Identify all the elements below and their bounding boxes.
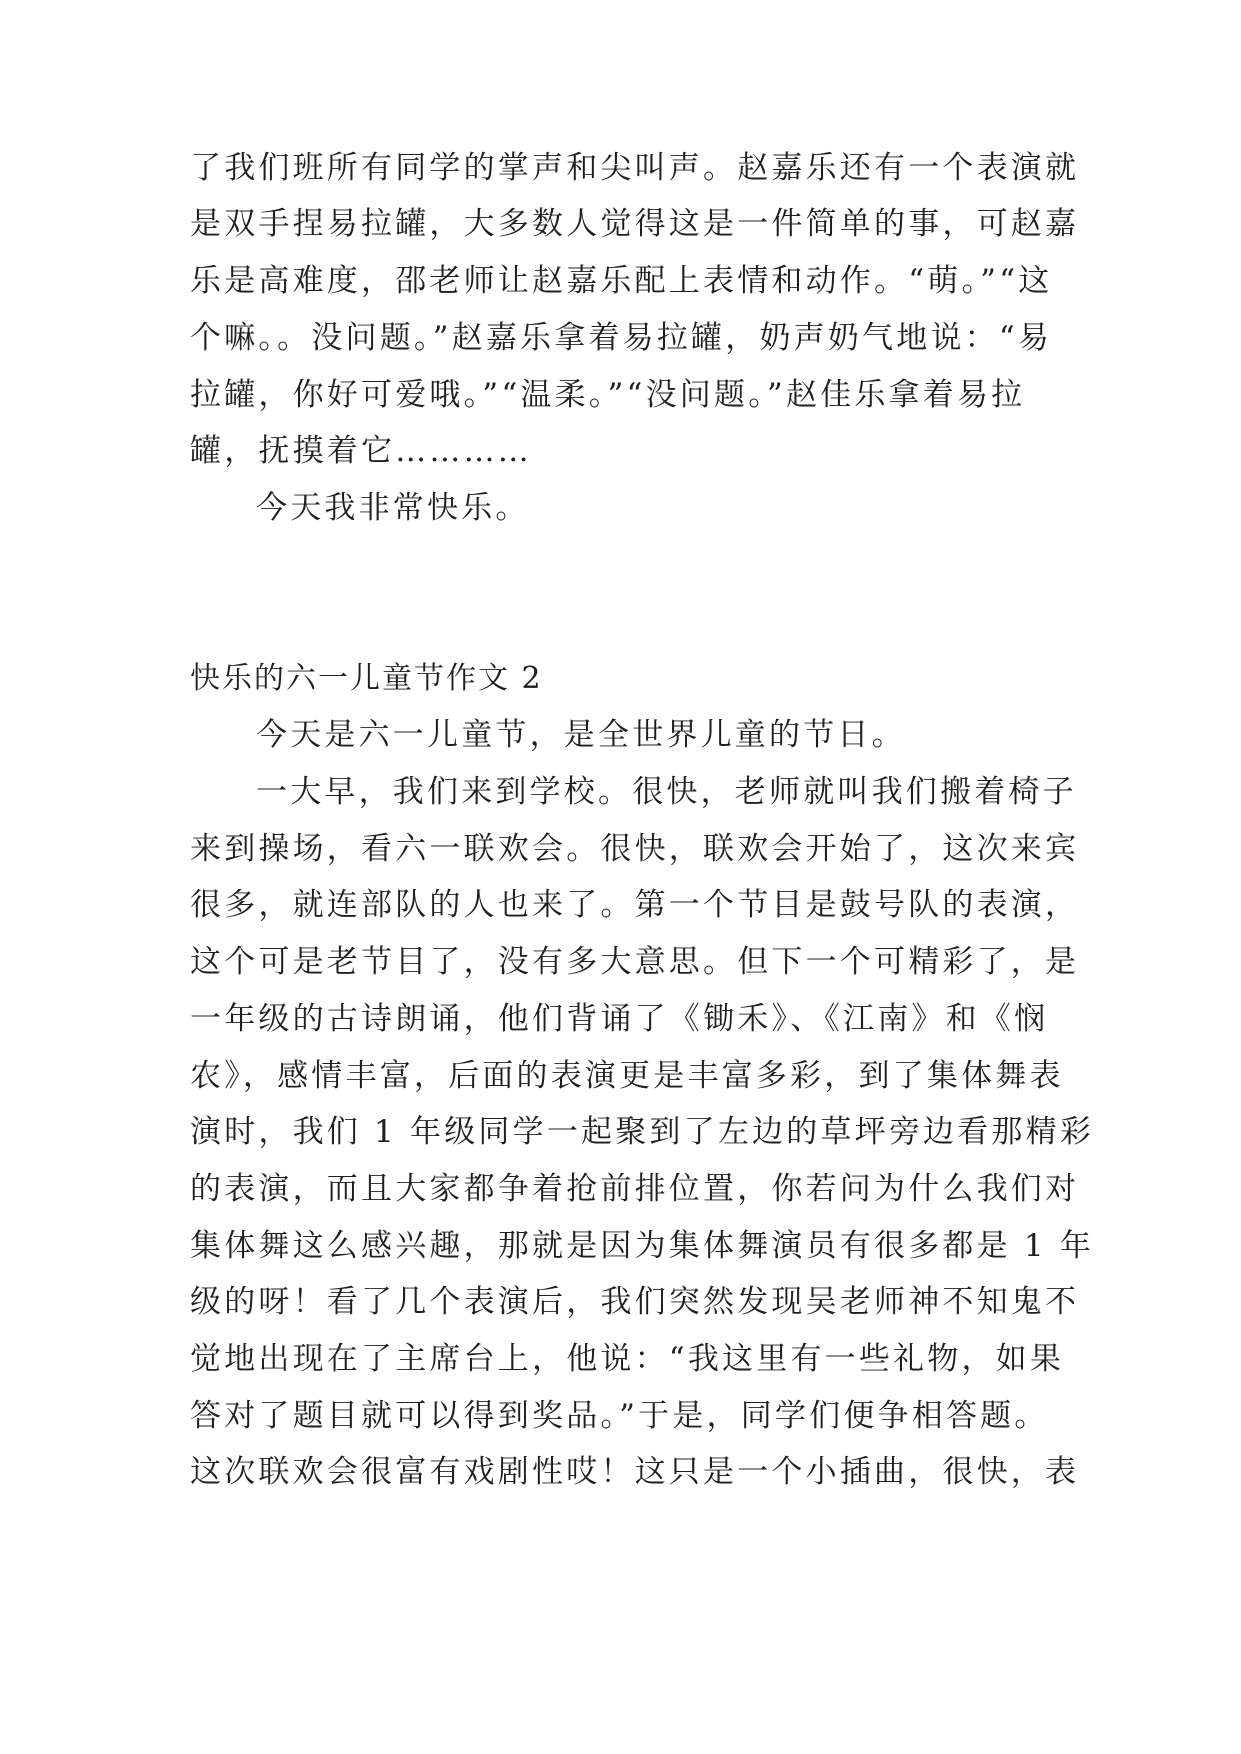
intro-sentence: 今天是六一儿童节，是全世界儿童的节日。 [256,717,906,753]
paragraph-line: 很多，就连部队的人也来了。第一个节目是鼓号队的表演， [190,887,1080,923]
paragraph-line: 拉罐，你好可爱哦。”“温柔。”“没问题。”赵佳乐拿着易拉 [190,377,1026,413]
paragraph-line: 这个可是老节目了，没有多大意思。但下一个可精彩了，是 [190,944,1080,980]
paragraph-line: 答对了题目就可以得到奖品。”于是，同学们便争相答题。 [190,1398,1049,1434]
paragraph-line: 个嘛。。没问题。”赵嘉乐拿着易拉罐，奶声奶气地说：“易 [190,320,1053,356]
paragraph-line: 罐，抚摸着它………… [190,433,532,469]
paragraph-line: 农》，感情丰富，后面的表演更是丰富多彩，到了集体舞表 [190,1058,1064,1094]
essay-title: 快乐的六一儿童节作文 2 [190,661,543,696]
paragraph-line: 演时，我们 1 年级同学一起聚到了左边的草坪旁边看那精彩 [190,1114,1095,1150]
paragraph-line: 集体舞这么感兴趣，那就是因为集体舞演员有很多都是 1 年 [190,1228,1095,1264]
paragraph-line: 乐是高难度，邵老师让赵嘉乐配上表情和动作。“萌。”“这 [190,263,1053,299]
paragraph-line: 了我们班所有同学的掌声和尖叫声。赵嘉乐还有一个表演就 [190,150,1080,186]
paragraph-line: 的表演，而且大家都争着抢前排位置，你若问为什么我们对 [190,1171,1080,1207]
paragraph-line: 觉地出现在了主席台上，他说：“我这里有一些礼物，如果 [190,1341,1065,1377]
closing-sentence: 今天我非常快乐。 [256,490,530,526]
paragraph-line: 一大早，我们来到学校。很快，老师就叫我们搬着椅子 [256,774,1077,810]
paragraph-line: 这次联欢会很富有戏剧性哎！这只是一个小插曲，很快，表 [190,1454,1080,1490]
paragraph-line: 来到操场，看六一联欢会。很快，联欢会开始了，这次来宾 [190,831,1080,867]
paragraph-line: 级的呀！看了几个表演后，我们突然发现吴老师神不知鬼不 [190,1284,1080,1320]
paragraph-line: 一年级的古诗朗诵，他们背诵了《锄禾》、《江南》和《悯 [190,1001,1049,1037]
paragraph-line: 是双手捏易拉罐，大多数人觉得这是一件简单的事，可赵嘉 [190,206,1080,242]
